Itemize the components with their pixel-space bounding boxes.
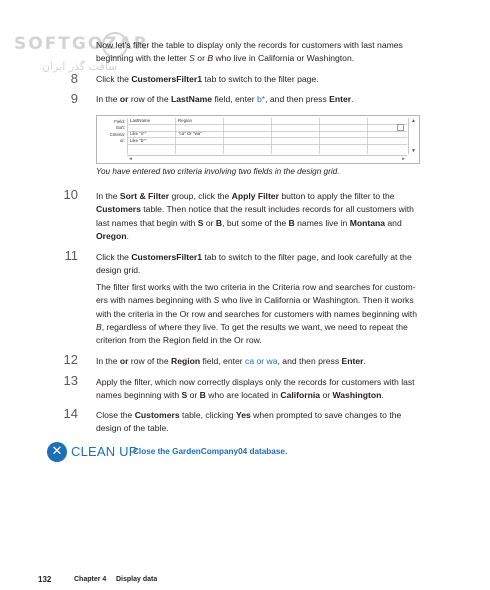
step-number: 9: [70, 91, 78, 106]
step-14-text: Close the Customers table, clicking Yes when prompted to save changes to the design of the table.: [96, 410, 402, 434]
cleanup-instruction: Close the GardenCompany04 database.: [133, 447, 288, 456]
row-label-field: Field:: [114, 119, 125, 124]
close-x-icon: ✕: [47, 442, 67, 462]
step-number: 8: [70, 71, 78, 86]
step-number: 13: [63, 373, 78, 388]
design-grid-figure: [96, 115, 420, 164]
page-number: 132: [38, 575, 52, 584]
cleanup-heading: CLEAN UP: [71, 444, 138, 459]
vertical-scrollbar: [408, 118, 418, 154]
watermark-subtext: سافت گذر ایران: [42, 60, 118, 73]
grid-cell-field-2: Region: [178, 118, 192, 123]
step-9-text: In the or row of the LastName field, enter b*, and then press Enter.: [96, 94, 354, 104]
row-label-criteria: Criteria:: [109, 131, 125, 137]
horizontal-scrollbar: [127, 155, 407, 162]
scroll-right-icon: ▸: [402, 156, 405, 162]
show-checkbox: [397, 124, 404, 131]
intro-paragraph: Now let's filter the table to display only the records for customers with last names beginning with the letter S or B who live in California or Washington.: [96, 40, 403, 64]
step-number: 14: [63, 406, 78, 421]
step-11-text: Click the CustomersFilter1 tab to switch to the filter page, and look carefully at the design grid.: [96, 252, 412, 276]
scroll-left-icon: ◂: [129, 156, 132, 162]
step-number: 12: [63, 352, 78, 367]
row-label-sort: Sort:: [115, 125, 125, 131]
step-10-text: In the Sort & Filter group, click the Apply Filter button to apply the filter to the Customers table. Then notice that the result includes records for all customers with last names that begin with S or B, but some of the B names live in Montana and Oregon.: [96, 191, 414, 241]
grid-row-labels: [99, 119, 125, 145]
grid-cell-criteria-1: Like "s*": [130, 131, 147, 136]
step-11-explanation: The filter first works with the two criteria in the Criteria row and searches for custom- ers with names beginning with S who live in California or Washington. Then it works with the criteria in the Or row and searches for customers with names beginning with B, regardless of where they live. To get the results we want, we need to repeat the criterion from the Region field in the Or row.: [96, 282, 417, 346]
chapter-title: Display data: [116, 576, 158, 583]
step-8-text: Click the CustomersFilter1 tab to switch to the filter page.: [96, 74, 319, 84]
figure-caption: You have entered two criteria involving two fields in the design grid.: [96, 167, 340, 176]
step-12-text: In the or row of the Region field, enter ca or wa, and then press Enter.: [96, 356, 366, 366]
grid-cell-or-1: Like "b*": [130, 137, 147, 143]
scroll-down-icon: ▼: [411, 148, 416, 154]
step-number: 10: [63, 187, 78, 202]
watermark-text: SOFTGOZAR: [14, 34, 149, 54]
step-number: 11: [64, 248, 78, 263]
grid-cell-field-1: LastName: [130, 118, 151, 123]
scroll-up-icon: ▲: [411, 118, 416, 124]
step-13-text: Apply the filter, which now correctly displays only the records for customers with last names beginning with S or B who are located in California or Washington.: [96, 377, 415, 401]
chapter-label: Chapter 4: [74, 576, 107, 583]
grid-cell-criteria-2: "ca" Or "wa": [178, 131, 202, 136]
grid-columns: [127, 118, 407, 154]
row-label-or: or:: [119, 138, 125, 144]
